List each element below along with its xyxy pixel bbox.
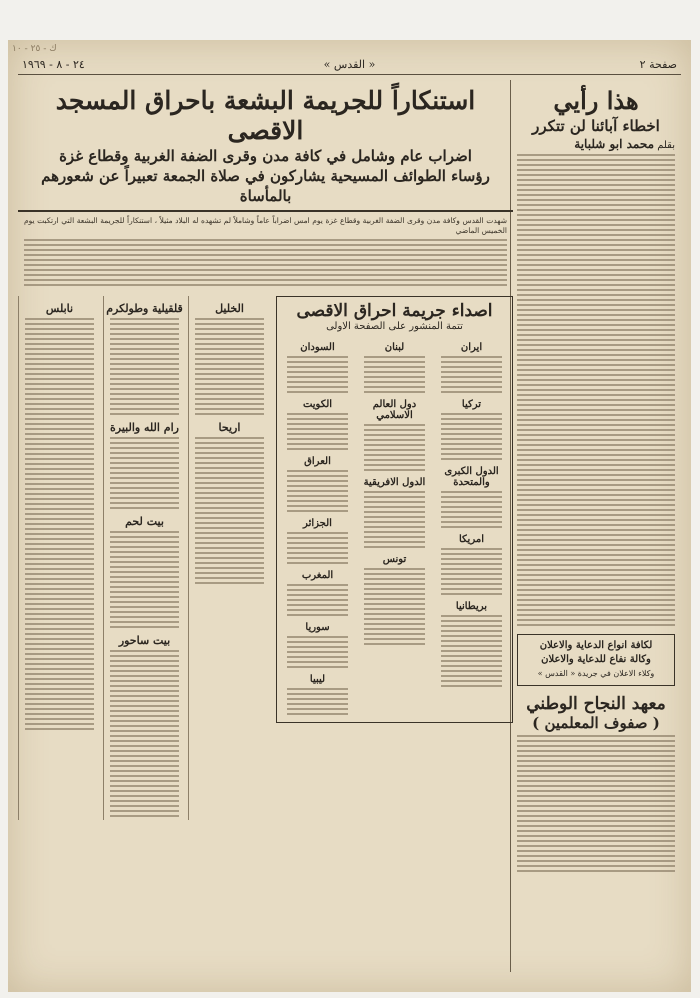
advertising-box: لكافة انواع الدعاية والاعلان وكالة نفاع للدعاية والاعلان وكلاء الاعلان في جريدة « القدس »	[517, 634, 675, 686]
city-heading: نابلس	[45, 302, 74, 315]
city-heading: قلقيلية وطولكرم	[106, 302, 183, 315]
school-subtitle: ( صفوف المعلمين )	[532, 714, 660, 732]
opinion-headline: اخطاء آبائنا لن تتكرر	[532, 117, 660, 135]
section-heading: دول العالم الاسلامي	[372, 399, 417, 421]
school-ad-text	[511, 735, 681, 872]
section-heading: تونس	[382, 554, 407, 565]
opinion-column	[510, 80, 681, 972]
main-headline: استنكاراً للجريمة البشعة باحراق المسجد الاقصى	[55, 86, 476, 145]
city-heading: بيت لحم	[125, 515, 164, 528]
opinion-body-text	[511, 154, 681, 626]
lead-paragraph: شهدت القدس وكافة مدن وقرى الضفة الغربية وقطاع غزة يوم امس اضراباً عاماً وشاملاً لم تشهده له البلاد مثيلاً ، استنكاراً للجريمة البشعة التي ارتكبت يوم الخميس الماضي	[24, 216, 507, 235]
city-heading: الخليل	[215, 302, 244, 315]
echoes-subtitle: تتمة المنشور على الصفحة الاولى	[326, 321, 463, 332]
section-heading: لبنان	[384, 342, 405, 353]
school-ad	[511, 694, 681, 732]
lead-body-text	[18, 239, 513, 286]
section-heading: العراق	[304, 456, 331, 467]
section-heading: الكويت	[302, 399, 333, 410]
school-name: معهد النجاح الوطني	[526, 694, 666, 714]
subhead-strike: اضراب عام وشامل في كافة مدن وقرى الضفة الغربية وقطاع غزة	[59, 147, 472, 165]
main-article	[18, 80, 513, 685]
opinion-column-title: هذا رأيي	[553, 86, 639, 115]
section-heading: ليبيا	[309, 674, 326, 685]
city-heading: اريحا	[218, 421, 241, 434]
newspaper-page	[8, 40, 691, 992]
section-heading: المغرب	[301, 570, 334, 581]
section-heading: بريطانيا	[455, 601, 488, 612]
city-heading: بيت ساحور	[118, 634, 171, 647]
city-heading: رام الله والبيرة	[110, 421, 179, 434]
opinion-byline: بقلم محمد ابو شلباية	[574, 137, 675, 151]
section-heading: ايران	[460, 342, 483, 353]
section-heading: الدول الكبرى والمتحدة	[444, 466, 499, 488]
section-heading: امريكا	[458, 534, 484, 545]
section-heading: تركيا	[461, 399, 482, 410]
section-heading: السودان	[300, 342, 335, 353]
subhead-churches: رؤساء الطوائف المسيحية يشاركون في صلاة الجمعة تعبيراً عن شعورهم بالمأساة	[41, 167, 490, 205]
echoes-article	[276, 296, 513, 723]
section-heading: سوريا	[305, 622, 330, 633]
section-heading: الدول الافريقية	[363, 477, 426, 488]
page-header	[18, 56, 681, 75]
city-reports	[18, 296, 270, 820]
issue-date: ٢٤ - ٨ - ١٩٦٩	[22, 58, 85, 71]
archive-stamp: ك - ٢٥ - ١٠	[12, 44, 57, 54]
newspaper-name: « القدس »	[323, 58, 376, 71]
echoes-title: اصداء جريمة احراق الاقصى	[296, 301, 493, 321]
section-heading: الجزائر	[303, 518, 332, 529]
page-number: صفحة ٢	[639, 58, 677, 71]
